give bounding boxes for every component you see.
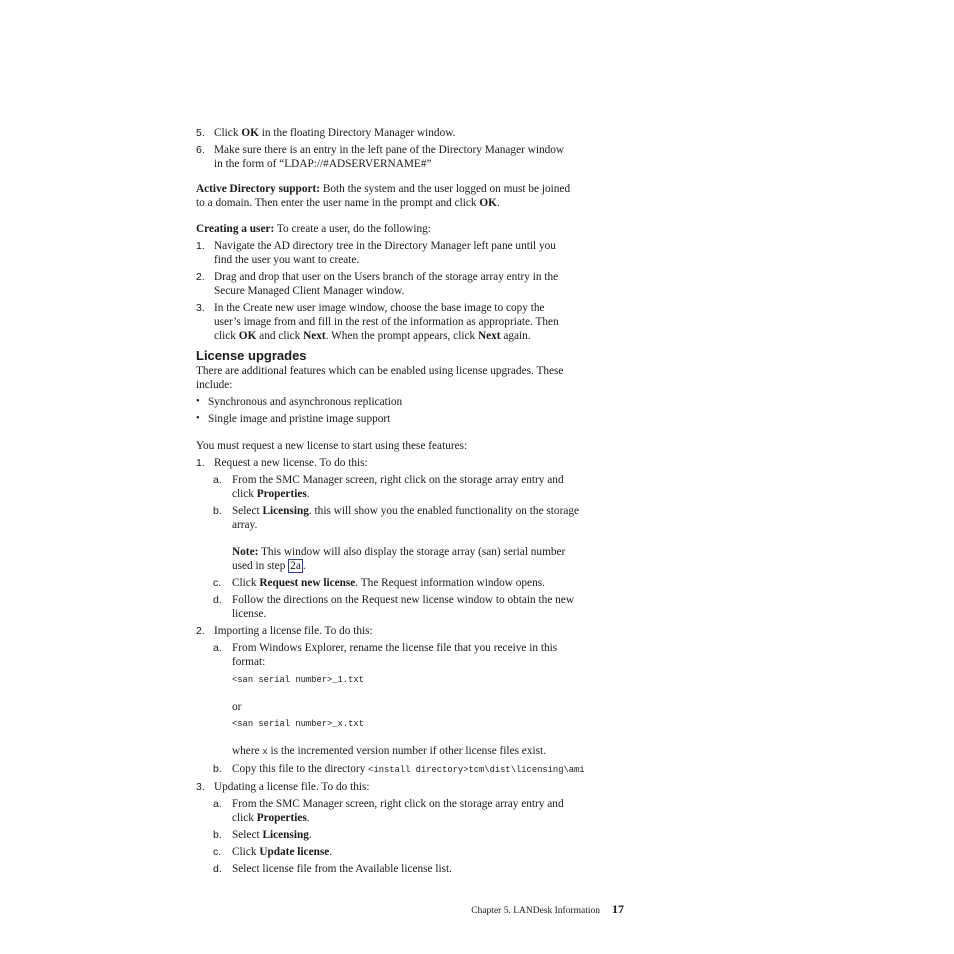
sub-list-item: a. From Windows Explorer, rename the license file that you receive in this format:: [213, 642, 558, 668]
list-item: 6. Make sure there is an entry in the left pane of the Directory Manager window in the form of “LDAP://#ADSERVERNAME#”: [196, 144, 565, 170]
list-number: 6.: [196, 144, 205, 156]
sub-list-item: b. Select Licensing. this will show you the enabled functionality on the storage array.: [213, 505, 580, 531]
directory-path: <install directory>tcm\dist\licensing\ami: [368, 765, 585, 775]
list-item: 2. Importing a license file. To do this:: [196, 625, 373, 637]
sub-list-item: c. Click Update license.: [213, 846, 333, 858]
active-directory-paragraph: Active Directory support: Both the system and the user logged on must be joined to a domain. Then enter the user name in the prompt and click OK.: [196, 183, 571, 209]
license-intro: There are additional features which can be enabled using license upgrades. These include:: [196, 365, 564, 391]
sub-list-item: b. Select Licensing.: [213, 829, 312, 841]
page-content: [196, 126, 626, 876]
bullet-item: • Single image and pristine image support: [196, 413, 391, 425]
sub-list-item: a. From the SMC Manager screen, right click on the storage array entry and click Properties.: [213, 474, 564, 500]
page-footer: [471, 902, 624, 917]
bullet-item: • Synchronous and asynchronous replication: [196, 396, 403, 408]
code-filename: <san serial number>_1.txt: [232, 675, 364, 685]
creating-user-paragraph: Creating a user: To create a user, do the following:: [196, 223, 431, 235]
where-text: where x is the incremented version number if other license files exist.: [232, 745, 546, 757]
note: Note: This window will also display the storage array (san) serial number used in step 2a .: [232, 546, 566, 572]
list-item: 3. In the Create new user image window, choose the base image to copy the user’s image from and fill in the rest of the information as appropriate. Then click OK and click Next. When the prompt appears, click Next again.: [196, 302, 559, 342]
list-item: 3. Updating a license file. To do this:: [196, 781, 370, 793]
sub-list-item: c. Click Request new license. The Request information window opens.: [213, 577, 545, 589]
chapter-title: Chapter 5. LANDesk Information: [471, 906, 600, 916]
list-item: 5. Click OK in the floating Directory Manager window.: [196, 127, 456, 139]
sub-list-item: d. Follow the directions on the Request new license window to obtain the new license.: [213, 594, 574, 620]
code-filename: <san serial number>_x.txt: [232, 719, 364, 729]
or-text: or: [232, 701, 242, 713]
list-item: 1. Navigate the AD directory tree in the Directory Manager left pane until you find the user you want to create.: [196, 240, 556, 266]
sub-list-item: a. From the SMC Manager screen, right click on the storage array entry and click Properties.: [213, 798, 564, 824]
step-2a-link[interactable]: 2a: [290, 560, 301, 572]
list-number: 5.: [196, 127, 205, 139]
page-number: 17: [612, 902, 624, 916]
sub-list-item: b. Copy this file to the directory <install directory>tcm\dist\licensing\ami: [213, 763, 585, 775]
list-item: 1. Request a new license. To do this:: [196, 457, 368, 469]
license-requirement: You must request a new license to start using these features:: [196, 440, 468, 452]
section-heading: License upgrades: [196, 348, 307, 363]
sub-list-item: d. Select license file from the Available license list.: [213, 863, 453, 875]
list-item: 2. Drag and drop that user on the Users branch of the storage array entry in the Secure Managed Client Manager window.: [196, 271, 559, 297]
